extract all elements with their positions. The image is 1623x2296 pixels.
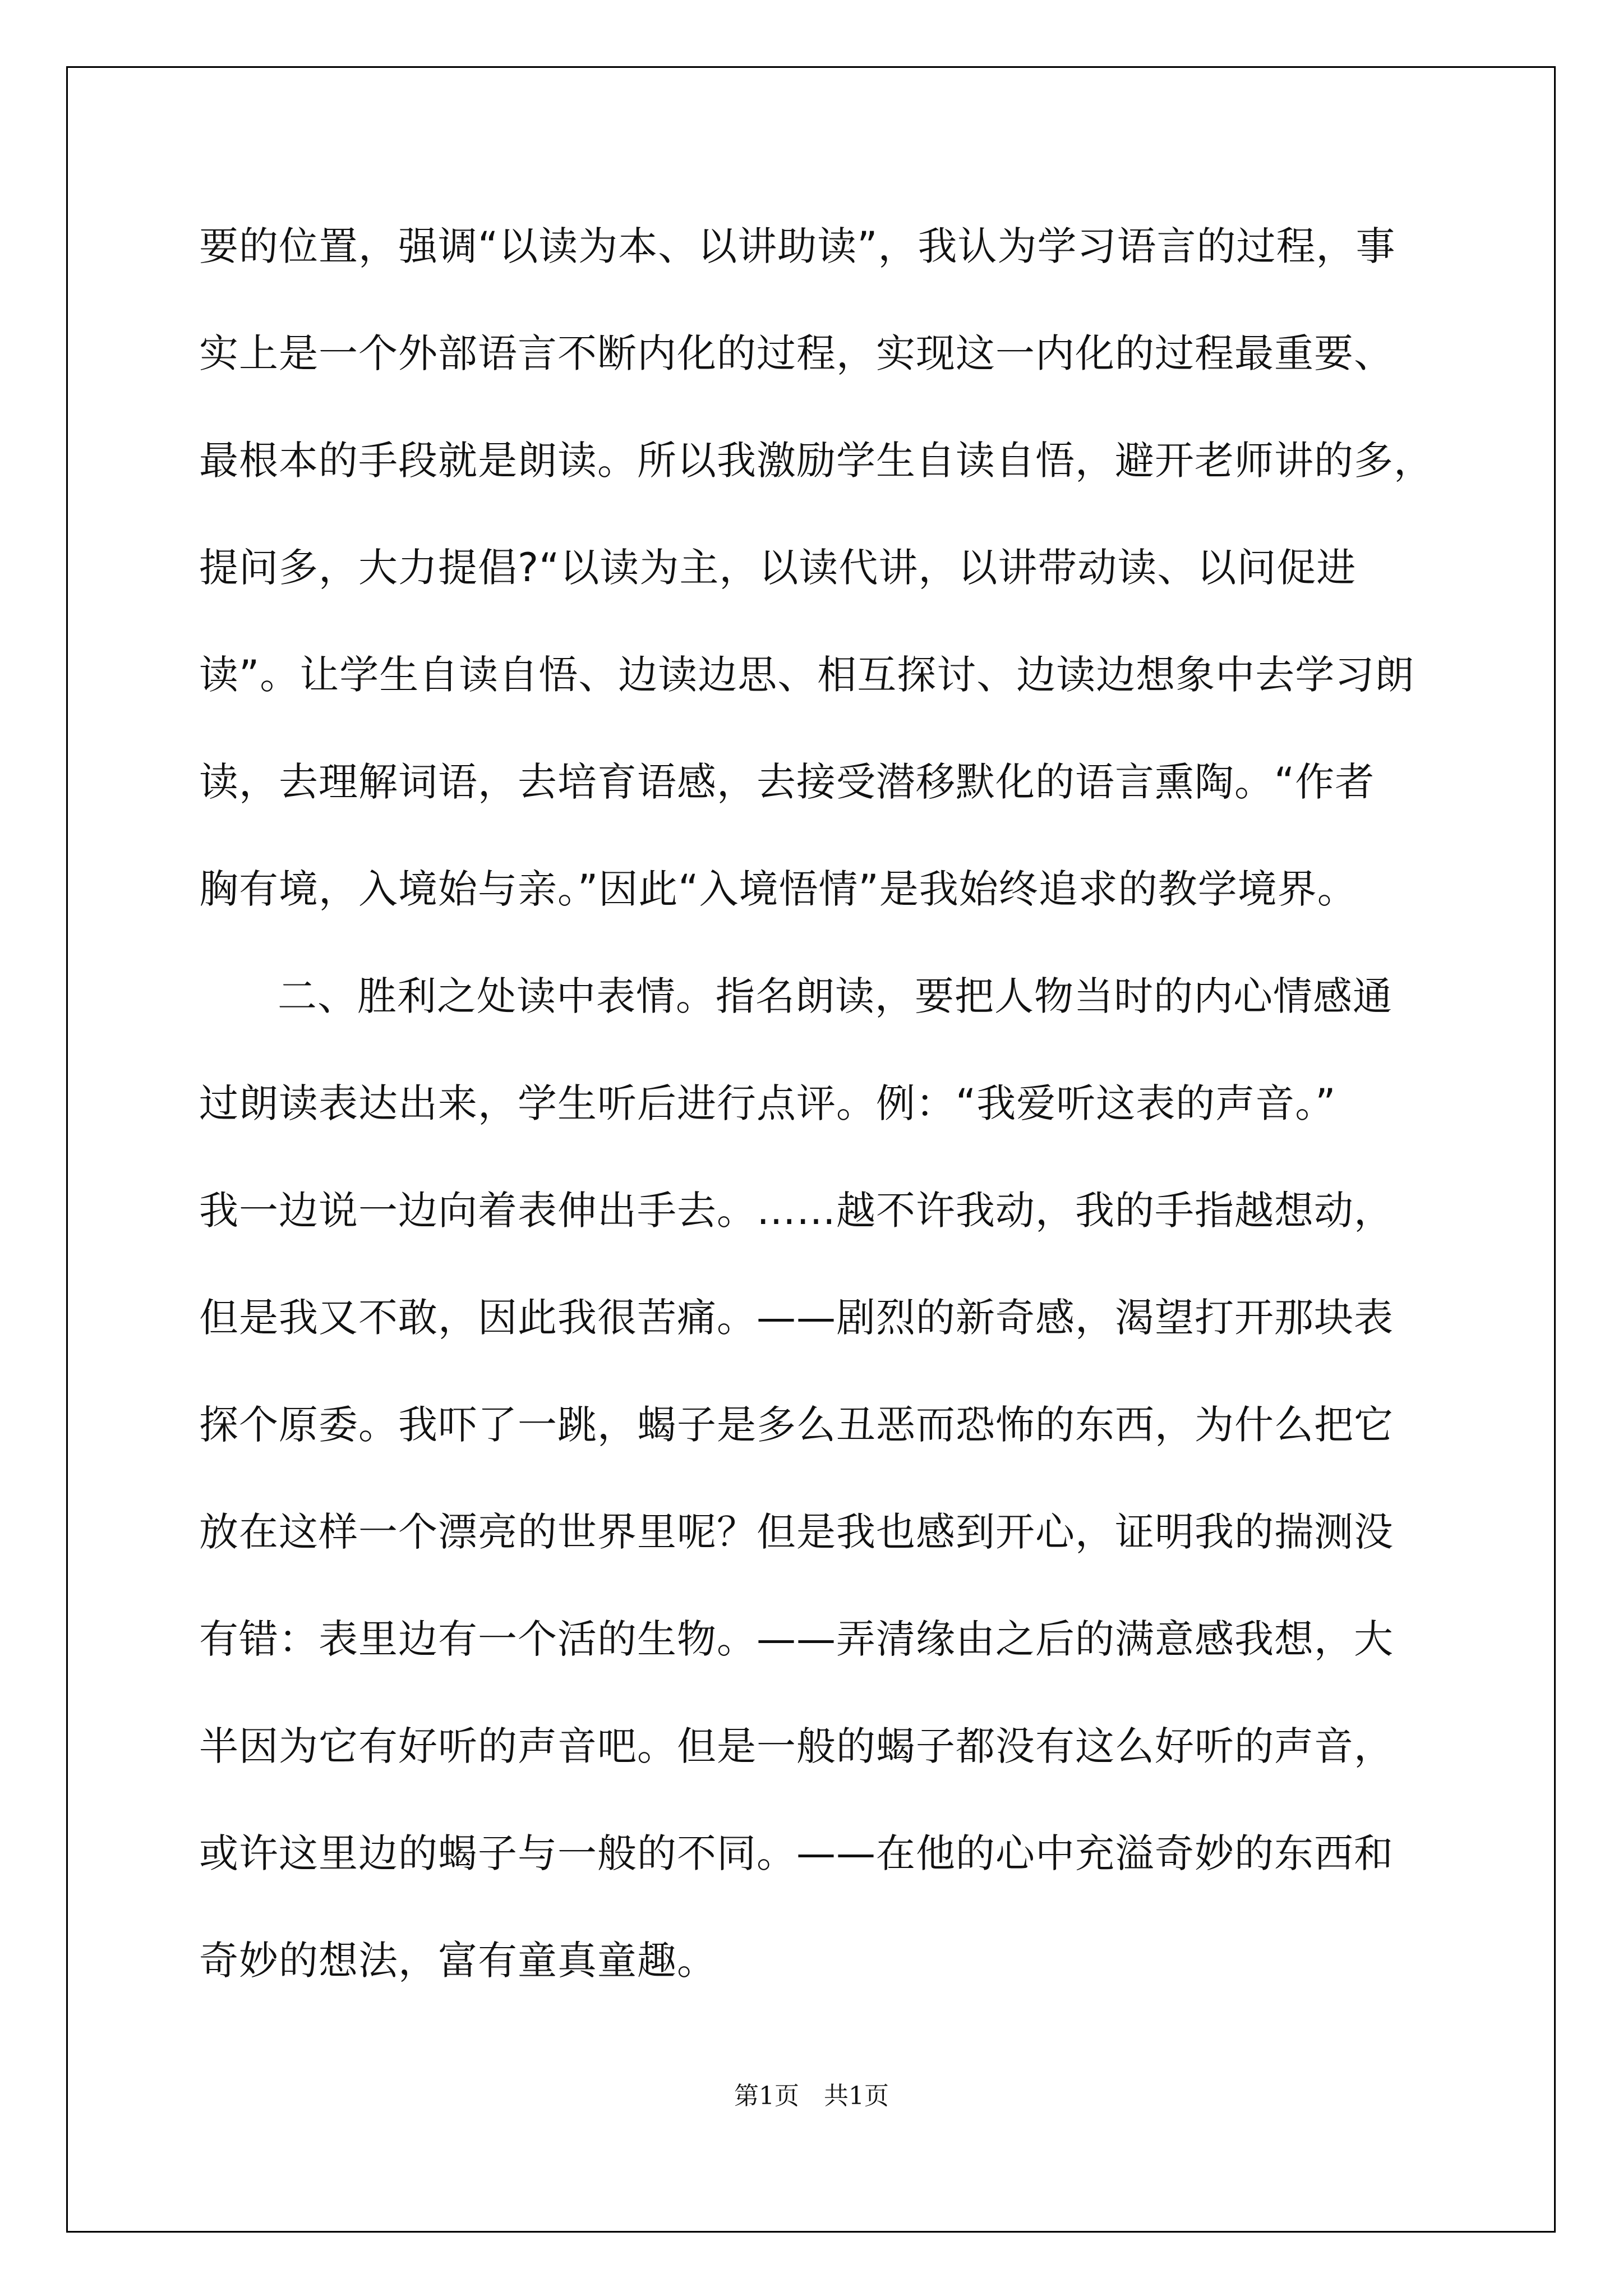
text-line: 要的位置，强调“以读为本、以讲助读”，我认为学习语言的过程，事	[199, 223, 1396, 269]
text-line: 胸有境，入境始与亲。”因此“入境悟情”是我始终追求的教学境界。	[199, 866, 1357, 912]
text-line: 但是我又不敢，因此我很苦痛。——剧烈的新奇感，渴望打开那块表	[199, 1295, 1394, 1341]
text-line: 提问多，大力提倡?“以读为主，以读代讲，以讲带动读、以问促进	[199, 545, 1357, 591]
text-line: 过朗读表达出来，学生听后进行点评。例：“我爱听这表的声音。”	[199, 1080, 1336, 1126]
page-number: 第1页 共1页	[734, 2082, 889, 2110]
text-line: 二、胜利之处读中表情。指名朗读，要把人物当时的内心情感通	[278, 973, 1393, 1019]
text-line: 读，去理解词语，去培育语感，去接受潜移默化的语言熏陶。“作者	[199, 759, 1375, 805]
text-line: 奇妙的想法，富有童真童趣。	[199, 1938, 717, 1984]
text-line: 半因为它有好听的声音吧。但是一般的蝎子都没有这么好听的声音，	[199, 1723, 1394, 1769]
text-line: 读”。让学生自读自悟、边读边思、相互探讨、边读边想象中去学习朗	[199, 652, 1415, 698]
document-body	[199, 215, 1450, 2037]
text-line: 实上是一个外部语言不断内化的过程，实现这一内化的过程最重要、	[199, 330, 1394, 376]
text-line: 探个原委。我吓了一跳，蝎子是多么丑恶而恐怖的东西，为什么把它	[199, 1402, 1394, 1448]
text-line: 我一边说一边向着表伸出手去。……越不许我动，我的手指越想动，	[199, 1188, 1394, 1234]
text-line: 最根本的手段就是朗读。所以我激励学生自读自悟，避开老师讲的多，	[199, 438, 1433, 484]
page-footer	[0, 2076, 1623, 2111]
text-line: 放在这样一个漂亮的世界里呢？但是我也感到开心，证明我的揣测没	[199, 1509, 1394, 1555]
text-line: 有错：表里边有一个活的生物。——弄清缘由之后的满意感我想，大	[199, 1616, 1394, 1662]
text-line: 或许这里边的蝎子与一般的不同。——在他的心中充溢奇妙的东西和	[199, 1830, 1394, 1876]
